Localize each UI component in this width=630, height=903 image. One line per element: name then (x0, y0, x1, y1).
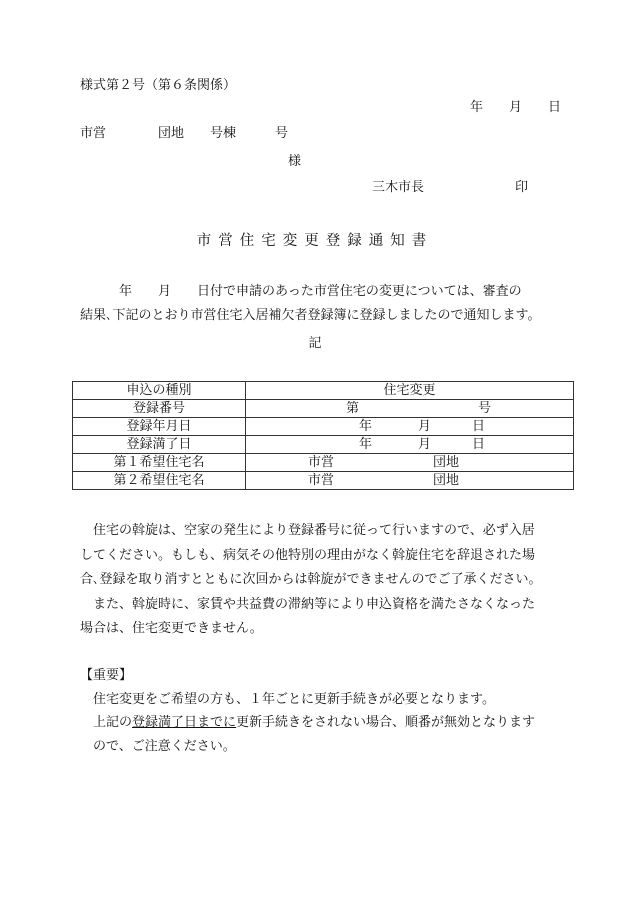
form-number: 様式第２号（第６条関係） (80, 78, 237, 93)
issuer-mayor: 三木市長 印 (372, 180, 529, 195)
recipient-honorific: 様 (288, 154, 302, 169)
important-line (80, 711, 580, 735)
month-label: 月 (418, 437, 432, 452)
table-row (73, 472, 574, 490)
row-label: 登録年月日 (73, 418, 246, 436)
number-prefix: 第 (346, 401, 360, 416)
table-row (73, 382, 574, 400)
number-suffix: 号 (478, 401, 492, 416)
row-value (246, 400, 574, 418)
year-label: 年 (359, 419, 373, 434)
table-row (73, 400, 574, 418)
notes-line: また、斡旋時に、家賃や共益費の滞納等により申込資格を満たさなくなった (80, 596, 536, 612)
day-label: 日 (472, 419, 486, 434)
notes-line: 住宅の斡旋は、空家の発生により登録番号に従って行いますので、必ず入居 (80, 523, 535, 538)
important-line: ので、ご注意ください。 (80, 738, 236, 754)
important-text: 上記の (80, 715, 133, 730)
day-label: 日 (472, 437, 486, 452)
year-label: 年 (359, 437, 373, 452)
underlined-deadline: 登録満了日までに (132, 715, 237, 730)
row-value (246, 418, 574, 436)
row-value: 住宅変更 (246, 382, 574, 400)
registration-table (72, 381, 574, 490)
notes-line: 場合は、住宅変更できません。 (80, 621, 263, 636)
important-line: 住宅変更をご希望の方も、１年ごとに更新手続きが必要となります。 (80, 691, 495, 707)
row-value (246, 472, 574, 490)
table-row (73, 436, 574, 454)
recipient-address: 市営 団地 号棟 号 (80, 126, 289, 141)
housing-suffix: 団地 (433, 473, 460, 488)
important-section (80, 664, 580, 758)
housing-suffix: 団地 (433, 455, 460, 470)
notes-paragraph (80, 519, 580, 642)
table-row (73, 454, 574, 472)
document-title: 市営住宅変更登録通知書 (196, 233, 434, 249)
row-label: 登録番号 (73, 400, 246, 418)
row-label: 申込の種別 (73, 382, 246, 400)
intro-line: 年 月 日付で申請のあった市営住宅の変更については、審査の (80, 284, 522, 299)
notes-line: 合､登録を取り消すとともに次回からは斡旋ができませんのでご了承ください。 (80, 572, 542, 587)
intro-paragraph (80, 280, 580, 328)
month-label: 月 (418, 419, 432, 434)
housing-prefix: 市営 (308, 473, 335, 488)
housing-prefix: 市営 (308, 455, 335, 470)
row-label: 登録満了日 (73, 436, 246, 454)
row-value (246, 436, 574, 454)
notes-line: してください。もしも、病気その他特別の理由がなく斡旋住宅を辞退された場 (80, 547, 536, 563)
important-heading: 【重要】 (80, 668, 133, 683)
ki-heading: 記 (308, 336, 322, 351)
row-label: 第１希望住宅名 (73, 454, 246, 472)
issue-date-line: 年 月 日 (470, 100, 562, 115)
important-text: 更新手続きをされない場合、順番が無効となります (236, 715, 536, 730)
intro-line: 結果､下記のとおり市営住宅入居補欠者登録簿に登録しましたので通知します。 (80, 308, 541, 323)
row-value (246, 454, 574, 472)
row-label: 第２希望住宅名 (73, 472, 246, 490)
table-row (73, 418, 574, 436)
